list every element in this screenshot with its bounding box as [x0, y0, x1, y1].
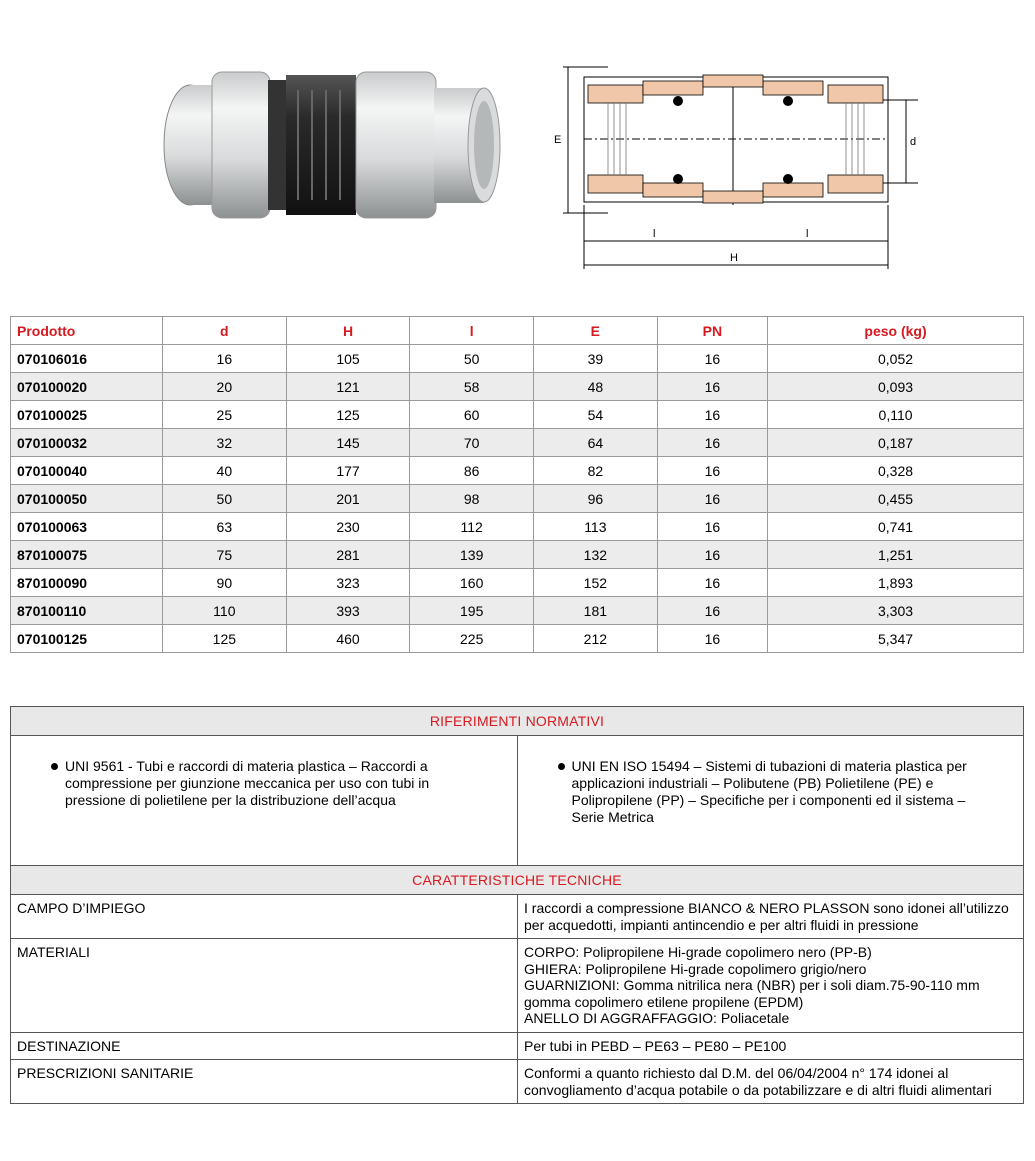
characteristic-line: Conformi a quanto richiesto dal D.M. del 06/04/2004 n° 174 idonei al convogliamento d’acqua potabile o da potabilizzare e di altri fluidi alimentari: [524, 1065, 992, 1098]
characteristic-label: PRESCRIZIONI SANITARIE: [11, 1060, 518, 1104]
table-cell: 16: [163, 345, 287, 373]
table-cell: 60: [410, 401, 534, 429]
table-cell: 125: [286, 401, 410, 429]
reference-left-text: UNI 9561 - Tubi e raccordi di materia plastica – Raccordi a compressione per giunzione meccanica per uso con tubi in pressione di polietilene per la distribuzione dell’acqua: [65, 758, 430, 808]
product-code-cell: 870100075: [11, 541, 163, 569]
label-d: d: [910, 136, 917, 148]
characteristic-value: [518, 939, 1024, 1033]
table-cell: 82: [534, 457, 658, 485]
table-row: [11, 895, 1024, 939]
table-row: [11, 597, 1024, 625]
product-code-cell: 070106016: [11, 345, 163, 373]
product-code-cell: 070100040: [11, 457, 163, 485]
product-code-cell: 070100032: [11, 429, 163, 457]
table-cell: 177: [286, 457, 410, 485]
table-cell: 0,455: [768, 485, 1024, 513]
table-cell: 64: [534, 429, 658, 457]
table-cell: 16: [657, 401, 767, 429]
product-code-cell: 070100025: [11, 401, 163, 429]
table-row: [11, 1032, 1024, 1060]
characteristic-line: GUARNIZIONI: Gomma nitrilica nera (NBR) per i soli diam.75-90-110 mm gomma copolimero etilene propilene (EPDM): [524, 977, 980, 1010]
table-cell: 0,741: [768, 513, 1024, 541]
header-E: E: [534, 317, 658, 345]
product-code-cell: 070100125: [11, 625, 163, 653]
characteristic-line: I raccordi a compressione BIANCO & NERO PLASSON sono idonei all’utilizzo per acquedotti, impianti antincendio e per altri fluidi in pressione: [524, 900, 1009, 933]
label-l-right: l: [806, 228, 809, 240]
table-cell: 125: [163, 625, 287, 653]
table-cell: 50: [163, 485, 287, 513]
table-cell: 201: [286, 485, 410, 513]
table-cell: 0,052: [768, 345, 1024, 373]
characteristic-label: CAMPO D’IMPIEGO: [11, 895, 518, 939]
table-row: [11, 485, 1024, 513]
header-H: H: [286, 317, 410, 345]
table-cell: 48: [534, 373, 658, 401]
table-cell: 25: [163, 401, 287, 429]
table-cell: 16: [657, 345, 767, 373]
characteristic-value: [518, 895, 1024, 939]
bullet-icon: [51, 763, 58, 770]
table-cell: 139: [410, 541, 534, 569]
characteristic-value: [518, 1032, 1024, 1060]
product-code-cell: 070100020: [11, 373, 163, 401]
label-l-left: l: [653, 228, 656, 240]
table-cell: 20: [163, 373, 287, 401]
table-cell: 16: [657, 513, 767, 541]
table-cell: 460: [286, 625, 410, 653]
header-prodotto: Prodotto: [11, 317, 163, 345]
table-cell: 16: [657, 569, 767, 597]
characteristic-label: MATERIALI: [11, 939, 518, 1033]
characteristic-line: ANELLO DI AGGRAFFAGGIO: Poliacetale: [524, 1010, 790, 1026]
table-row: [11, 513, 1024, 541]
product-table: [10, 316, 1024, 653]
coupling-photo: [150, 60, 520, 230]
table-row: [11, 401, 1024, 429]
table-cell: 0,328: [768, 457, 1024, 485]
table-cell: 3,303: [768, 597, 1024, 625]
table-cell: 212: [534, 625, 658, 653]
label-H: H: [730, 252, 738, 264]
table-cell: 1,251: [768, 541, 1024, 569]
riferimenti-title: RIFERIMENTI NORMATIVI: [11, 707, 1024, 736]
figures-area: [0, 0, 1035, 300]
table-cell: 39: [534, 345, 658, 373]
table-cell: 113: [534, 513, 658, 541]
table-cell: 98: [410, 485, 534, 513]
characteristic-value: [518, 1060, 1024, 1104]
table-cell: 281: [286, 541, 410, 569]
table-cell: 112: [410, 513, 534, 541]
header-PN: PN: [657, 317, 767, 345]
caratteristiche-title: CARATTERISTICHE TECNICHE: [11, 866, 1024, 895]
product-table-body: [11, 345, 1024, 653]
product-code-cell: 070100063: [11, 513, 163, 541]
table-cell: 5,347: [768, 625, 1024, 653]
header-peso: peso (kg): [768, 317, 1024, 345]
reference-right: [517, 736, 1024, 877]
table-cell: 86: [410, 457, 534, 485]
table-cell: 16: [657, 541, 767, 569]
characteristic-label: DESTINAZIONE: [11, 1032, 518, 1060]
table-cell: 54: [534, 401, 658, 429]
header-d: d: [163, 317, 287, 345]
product-code-cell: 870100090: [11, 569, 163, 597]
table-cell: 323: [286, 569, 410, 597]
reference-right-text: UNI EN ISO 15494 – Sistemi di tubazioni di materia plastica per applicazioni industriali – Polibutene (PB) Polietilene (PE) e Polipropilene (PP) – Specifiche per i componenti ed il sistema – Serie Metrica: [571, 758, 967, 825]
table-cell: 16: [657, 625, 767, 653]
caratteristiche-body: [11, 895, 1024, 1104]
table-cell: 63: [163, 513, 287, 541]
table-cell: 96: [534, 485, 658, 513]
table-cell: 1,893: [768, 569, 1024, 597]
caratteristiche-tecniche-table: [10, 865, 1024, 1104]
table-cell: 0,110: [768, 401, 1024, 429]
product-code-cell: 070100050: [11, 485, 163, 513]
table-cell: 160: [410, 569, 534, 597]
characteristic-line: GHIERA: Polipropilene Hi-grade copolimero grigio/nero: [524, 960, 867, 977]
table-cell: 16: [657, 457, 767, 485]
riferimenti-normativi-table: [10, 706, 1024, 877]
product-code-cell: 870100110: [11, 597, 163, 625]
table-cell: 90: [163, 569, 287, 597]
table-cell: 225: [410, 625, 534, 653]
characteristic-line: Per tubi in PEBD – PE63 – PE80 – PE100: [524, 1037, 787, 1054]
table-row: [11, 569, 1024, 597]
table-cell: 16: [657, 373, 767, 401]
table-cell: 121: [286, 373, 410, 401]
header-l: l: [410, 317, 534, 345]
table-cell: 230: [286, 513, 410, 541]
table-cell: 75: [163, 541, 287, 569]
table-row: [11, 541, 1024, 569]
table-cell: 58: [410, 373, 534, 401]
section-drawing: [548, 55, 928, 275]
table-cell: 145: [286, 429, 410, 457]
table-cell: 132: [534, 541, 658, 569]
table-row: [11, 457, 1024, 485]
table-cell: 152: [534, 569, 658, 597]
table-cell: 195: [410, 597, 534, 625]
table-header-row: [11, 317, 1024, 345]
table-row: [11, 625, 1024, 653]
table-cell: 16: [657, 597, 767, 625]
reference-left: [11, 736, 518, 877]
table-cell: 16: [657, 429, 767, 457]
table-row: [11, 939, 1024, 1033]
table-cell: 70: [410, 429, 534, 457]
characteristic-line: CORPO: Polipropilene Hi-grade copolimero nero (PP-B): [524, 944, 872, 960]
bullet-icon: [558, 763, 565, 770]
table-cell: 393: [286, 597, 410, 625]
table-cell: 50: [410, 345, 534, 373]
table-cell: 181: [534, 597, 658, 625]
table-cell: 32: [163, 429, 287, 457]
table-cell: 16: [657, 485, 767, 513]
table-cell: 105: [286, 345, 410, 373]
table-row: [11, 345, 1024, 373]
label-E: E: [554, 134, 562, 146]
table-row: [11, 429, 1024, 457]
table-cell: 0,093: [768, 373, 1024, 401]
table-row: [11, 1060, 1024, 1104]
table-cell: 40: [163, 457, 287, 485]
table-cell: 0,187: [768, 429, 1024, 457]
table-cell: 110: [163, 597, 287, 625]
table-row: [11, 373, 1024, 401]
